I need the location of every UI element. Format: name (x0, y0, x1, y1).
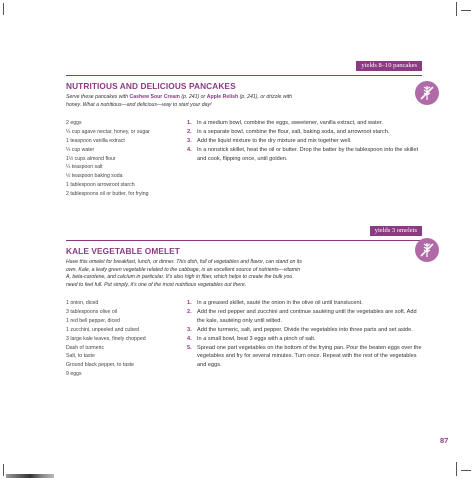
recipe-pancakes (66, 61, 422, 209)
step-number: 2. (187, 309, 192, 316)
step-text: In a small bowl, beat 3 eggs with a pinch of salt. (197, 335, 316, 342)
header-rule (66, 75, 422, 76)
step-text: Add the turmeric, salt, and pepper. Divide the vegetables into three parts and set aside. (197, 326, 413, 333)
ingredient: 1 teaspoon vanilla extract (66, 137, 125, 144)
ingredient: 1 red bell pepper, diced (66, 318, 120, 325)
step-number: 4. (187, 335, 192, 342)
recipe-header (66, 61, 422, 79)
ingredient: Salt, to taste (66, 353, 95, 360)
crop-mark (461, 470, 471, 471)
step-text: Add the liquid mixture to the dry mixture and mix together well. (197, 137, 352, 144)
recipe-title: NUTRITIOUS AND DELICIOUS PANCAKES (66, 81, 236, 91)
step (187, 137, 422, 146)
step-list (187, 119, 422, 163)
no-wheat-icon (415, 238, 439, 262)
step-text: Spread one part vegetables on the bottom of the frying pan. Pour the beaten eggs over the vegetables and fry for several minutes. Turn once. Repeat with the rest of the vegetables and eggs. (197, 344, 422, 369)
step (187, 308, 422, 326)
apple-relish-link[interactable]: Apple Relish (206, 94, 239, 100)
crop-mark (461, 10, 471, 11)
ingredient: Ground black pepper, to taste (66, 362, 135, 369)
ingredient: ¼ teaspoon salt (66, 164, 103, 171)
ingredient-list (66, 119, 181, 199)
ingredient: 1½ cups almond flour (66, 155, 116, 162)
crop-mark (456, 2, 457, 16)
step-text: In a nonstick skillet, heat the oil or butter. Drop the batter by the tablespoon into the skillet and cook, flipping once, until golden. (197, 146, 419, 162)
step-number: 2. (187, 129, 192, 136)
step (187, 299, 422, 308)
ingredient-list (66, 299, 181, 379)
step (187, 335, 422, 344)
recipe-title: KALE VEGETABLE OMELET (66, 246, 180, 256)
recipe-body (66, 299, 422, 389)
ingredient: ½ teaspoon baking soda (66, 173, 123, 180)
no-wheat-icon (415, 81, 439, 105)
ingredient: Dash of turmeric (66, 344, 105, 351)
step (187, 146, 422, 164)
ingredient: 1 tablespoon arrowroot starch (66, 182, 135, 189)
step-text: In a separate bowl, combine the flour, salt, baking soda, and arrowroot starch. (197, 129, 390, 136)
step (187, 326, 422, 335)
ingredient: 2 tablespoons oil or butter, for frying (66, 190, 149, 197)
ingredient: 2 eggs (66, 120, 82, 127)
header-rule (66, 240, 422, 241)
ingredient: 1 onion, diced (66, 300, 99, 307)
recipe-header (66, 226, 422, 244)
step-number: 1. (187, 300, 192, 307)
step-list (187, 299, 422, 370)
ingredient: ¼ cup agave nectar, honey, or sugar (66, 129, 150, 136)
step-number: 1. (187, 120, 192, 127)
crop-mark (3, 3, 4, 15)
step-number: 4. (187, 146, 192, 153)
step (187, 119, 422, 128)
step-number: 3. (187, 326, 192, 333)
step-number: 3. (187, 137, 192, 144)
ingredient: 1 zucchini, unpeeled and cubed (66, 326, 139, 333)
step (187, 128, 422, 137)
step (187, 344, 422, 371)
recipe-intro: Have this omelet for breakfast, lunch, or dinner. This dish, full of vegetables and flavor, can stand on its own. Kale, a leafy green vegetable related to the cabbage, is an excellent source of nutrients—vitamin A, beta-carotene, and calcium in particular. It's also high in fiber, which helps to create the bulk you need to feel full. Put simply, it's one of the most nutritious vegetables out there. (66, 259, 302, 288)
ingredient: ¼ cup water (66, 146, 95, 153)
yield-tag: yields 3 omelets (370, 226, 422, 236)
page-number: 87 (440, 436, 449, 445)
ingredient: 9 eggs (66, 371, 82, 378)
cashew-sour-cream-link[interactable]: Cashew Sour Cream (129, 94, 180, 100)
step-text: In a medium bowl, combine the eggs, sweetener, vanilla extract, and water. (197, 120, 383, 127)
recipe-body (66, 119, 422, 209)
step-text: In a greased skillet, sauté the onion in the olive oil until translucent. (197, 300, 363, 307)
color-bar (6, 474, 54, 478)
recipe-intro: Serve these pancakes with Cashew Sour Cream (p. 241) or Apple Relish (p. 241), or drizzle with honey. What a nutritious—and delicious—way to start your day! (66, 94, 293, 108)
ingredient: 3 tablespoons olive oil (66, 309, 118, 316)
step-text: Add the red pepper and zucchini and continue sautéing until the vegetables are soft. Add the kale, sautéing only until wilted. (197, 309, 417, 325)
crop-mark (456, 462, 457, 476)
ingredient: 3 large kale leaves, finely chopped (66, 335, 146, 342)
yield-tag: yields 8–10 pancakes (356, 61, 422, 71)
recipe-kale-omelet (66, 226, 422, 389)
step-number: 5. (187, 344, 192, 351)
crop-mark (3, 464, 4, 476)
